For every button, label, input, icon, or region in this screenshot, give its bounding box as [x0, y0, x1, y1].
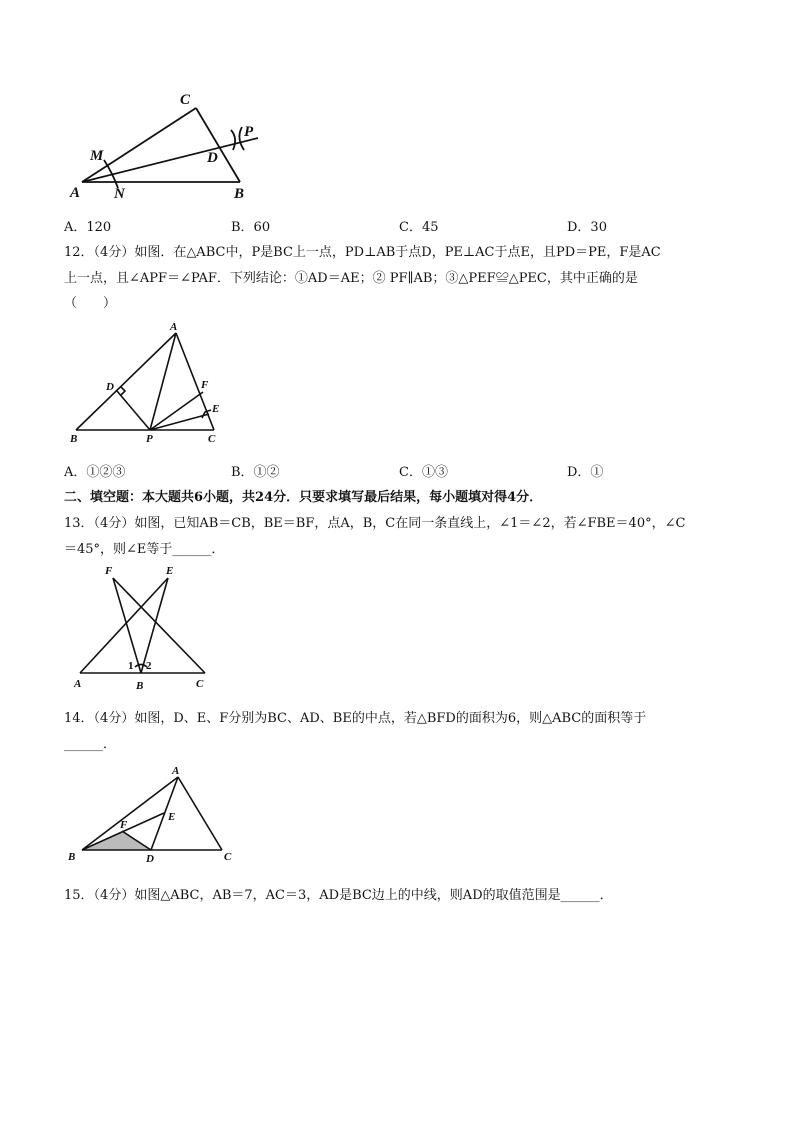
q11-option-c: C．45 — [399, 220, 439, 235]
q12-option-d: D．① — [567, 465, 604, 480]
q11-option-b: B．60 — [231, 220, 271, 235]
q11-option-d: D．30 — [567, 220, 607, 235]
q12-option-b: B．①② — [231, 465, 280, 480]
fig13-label-2: 2 — [146, 660, 152, 672]
fig12-label-a: A — [170, 321, 178, 333]
fig11-label-a: A — [70, 185, 81, 201]
q12-text-line1: 12．（4分）如图．在△ABC中，P是BC上一点，PD⊥AB于点D，PE⊥AC于点E，且PD＝PE，F是AC — [64, 245, 661, 260]
q11-option-a: A．120 — [64, 220, 112, 235]
q13-text-line1: 13．（4分）如图，已知AB＝CB，BE＝BF，点A，B，C在同一条直线上，∠1＝∠2，若∠FBE＝40°，∠C — [64, 516, 686, 531]
q13-text-line2: ＝45°，则∠E等于______． — [64, 542, 225, 557]
fig14-label-b: B — [68, 851, 76, 863]
fig12-label-b: B — [70, 433, 78, 445]
section-heading: 二、填空题：本大题共6小题，共24分．只要求填写最后结果，每小题填对得4分． — [64, 490, 543, 505]
fig13-label-b: B — [136, 680, 144, 692]
fig13-label-a: A — [74, 678, 82, 690]
fig11-label-m: M — [90, 148, 104, 164]
fig12-label-p: P — [146, 433, 153, 445]
fig11-label-n: N — [114, 186, 125, 202]
fig14-label-a: A — [172, 765, 180, 777]
fig12-label-c: C — [208, 433, 216, 445]
fig12-label-d: D — [106, 381, 114, 393]
fig13-label-1: 1 — [128, 660, 134, 672]
fig12-label-f: F — [201, 379, 209, 391]
fig11-label-p: P — [244, 124, 254, 140]
q12-option-c: C．①③ — [399, 465, 448, 480]
fig13-label-c: C — [196, 678, 204, 690]
q14-text-line1: 14．（4分）如图，D、E、F分别为BC、AD、BE的中点，若△BFD的面积为6，则△ABC的面积等于 — [64, 711, 647, 726]
fig13-label-e: E — [166, 565, 174, 577]
fig14-label-e: E — [168, 811, 176, 823]
q14-text-line2: ______． — [64, 737, 117, 752]
fig14-label-c: C — [224, 851, 232, 863]
fig14-label-d: D — [146, 853, 154, 865]
fig11-label-d: D — [207, 150, 218, 166]
fig11-label-c: C — [180, 92, 191, 108]
q12-text-line2: 上一点，且∠APF＝∠PAF．下列结论：①AD＝AE；② PF∥AB；③△PEF≌△PEC，其中正确的是 — [64, 271, 638, 286]
fig13-label-f: F — [105, 565, 113, 577]
fig14-label-f: F — [120, 819, 128, 831]
q12-option-a: A．①②③ — [64, 465, 126, 480]
fig11-label-b: B — [234, 186, 245, 202]
q15-text-line1: 15．（4分）如图△ABC，AB＝7，AC＝3，AD是BC边上的中线，则AD的取值范围是______． — [64, 888, 613, 903]
q12-text-line3: （ ） — [64, 296, 117, 311]
fig12-label-e: E — [212, 403, 220, 415]
